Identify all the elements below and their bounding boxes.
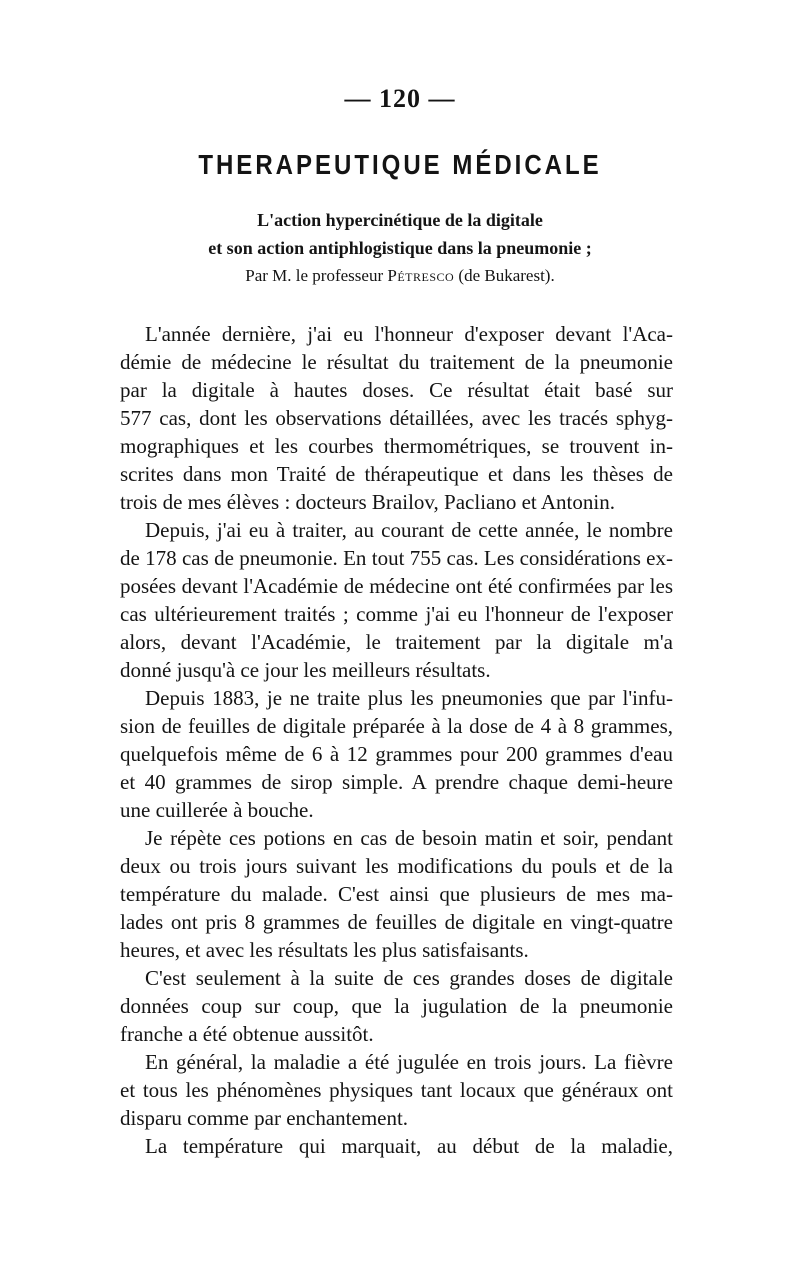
- text-line: par la digitale à hautes doses. Ce résultat était basé sur: [120, 378, 673, 402]
- text-line: une cuillerée à bouche.: [120, 798, 314, 822]
- text-line: donné jusqu'à ce jour les meilleurs résultats.: [120, 658, 491, 682]
- text-line: données coup sur coup, que la jugulation de la pneumonie: [120, 994, 673, 1018]
- text-line: La température qui marquait, au début de la maladie,: [145, 1134, 673, 1158]
- byline: [100, 264, 700, 288]
- page-number: — 120 —: [344, 84, 456, 113]
- text-line: L'année dernière, j'ai eu l'honneur d'exposer devant l'Aca-: [145, 322, 673, 346]
- article-title-line-1: L'action hypercinétique de la digitale: [257, 210, 543, 230]
- text-line: scrites dans mon Traité de thérapeutique et dans les thèses de: [120, 462, 673, 486]
- text-line: démie de médecine le résultat du traitement de la pneumonie: [120, 350, 673, 374]
- text-line: En général, la maladie a été jugulée en trois jours. La fièvre: [145, 1050, 673, 1074]
- byline-author: Pétresco: [387, 266, 455, 285]
- text-line: Depuis, j'ai eu à traiter, au courant de cette année, le nombre: [145, 518, 673, 542]
- text-line: température du malade. C'est ainsi que plusieurs de mes ma-: [120, 882, 673, 906]
- text-line: et tous les phénomènes physiques tant locaux que généraux ont: [120, 1078, 673, 1102]
- text-line: cas ultérieurement traités ; comme j'ai eu l'honneur de l'exposer: [120, 602, 673, 626]
- text-line: posées devant l'Académie de médecine ont été confirmées par les: [120, 574, 673, 598]
- text-line: heures, et avec les résultats les plus satisfaisants.: [120, 938, 529, 962]
- text-line: et 40 grammes de sirop simple. A prendre chaque demi-heure: [120, 770, 673, 794]
- byline-prefix: Par M. le professeur: [245, 266, 388, 285]
- text-line: sion de feuilles de digitale préparée à la dose de 4 à 8 grammes,: [120, 714, 673, 738]
- text-line: quelquefois même de 6 à 12 grammes pour 200 grammes d'eau: [120, 742, 673, 766]
- text-line: Depuis 1883, je ne traite plus les pneumonies que par l'infu-: [145, 686, 673, 710]
- text-line: franche a été obtenue aussitôt.: [120, 1022, 374, 1046]
- text-line: alors, devant l'Académie, le traitement par la digitale m'a: [120, 630, 673, 654]
- text-line: disparu comme par enchantement.: [120, 1106, 409, 1130]
- text-line: trois de mes élèves : docteurs Brailov, Pacliano et Antonin.: [120, 490, 615, 514]
- article-title: [100, 206, 700, 262]
- text-line: 577 cas, dont les observations détaillées, avec les tracés sphyg-: [120, 406, 673, 430]
- text-line: lades ont pris 8 grammes de feuilles de digitale en vingt-quatre: [120, 910, 673, 934]
- byline-suffix: (de Bukarest).: [454, 266, 555, 285]
- text-line: de 178 cas de pneumonie. En tout 755 cas. Les considérations ex-: [120, 546, 673, 570]
- text-line: deux ou trois jours suivant les modifications du pouls et de la: [120, 854, 673, 878]
- text-line: mographiques et les courbes thermométriques, se trouvent in-: [120, 434, 673, 458]
- text-line: Je répète ces potions en cas de besoin matin et soir, pendant: [145, 826, 673, 850]
- text-line: C'est seulement à la suite de ces grandes doses de digitale: [145, 966, 673, 990]
- article-body: [120, 320, 673, 1160]
- section-title: THERAPEUTIQUE MÉDICALE: [198, 149, 602, 181]
- article-title-line-2: et son action antiphlogistique dans la pneumonie ;: [208, 238, 592, 258]
